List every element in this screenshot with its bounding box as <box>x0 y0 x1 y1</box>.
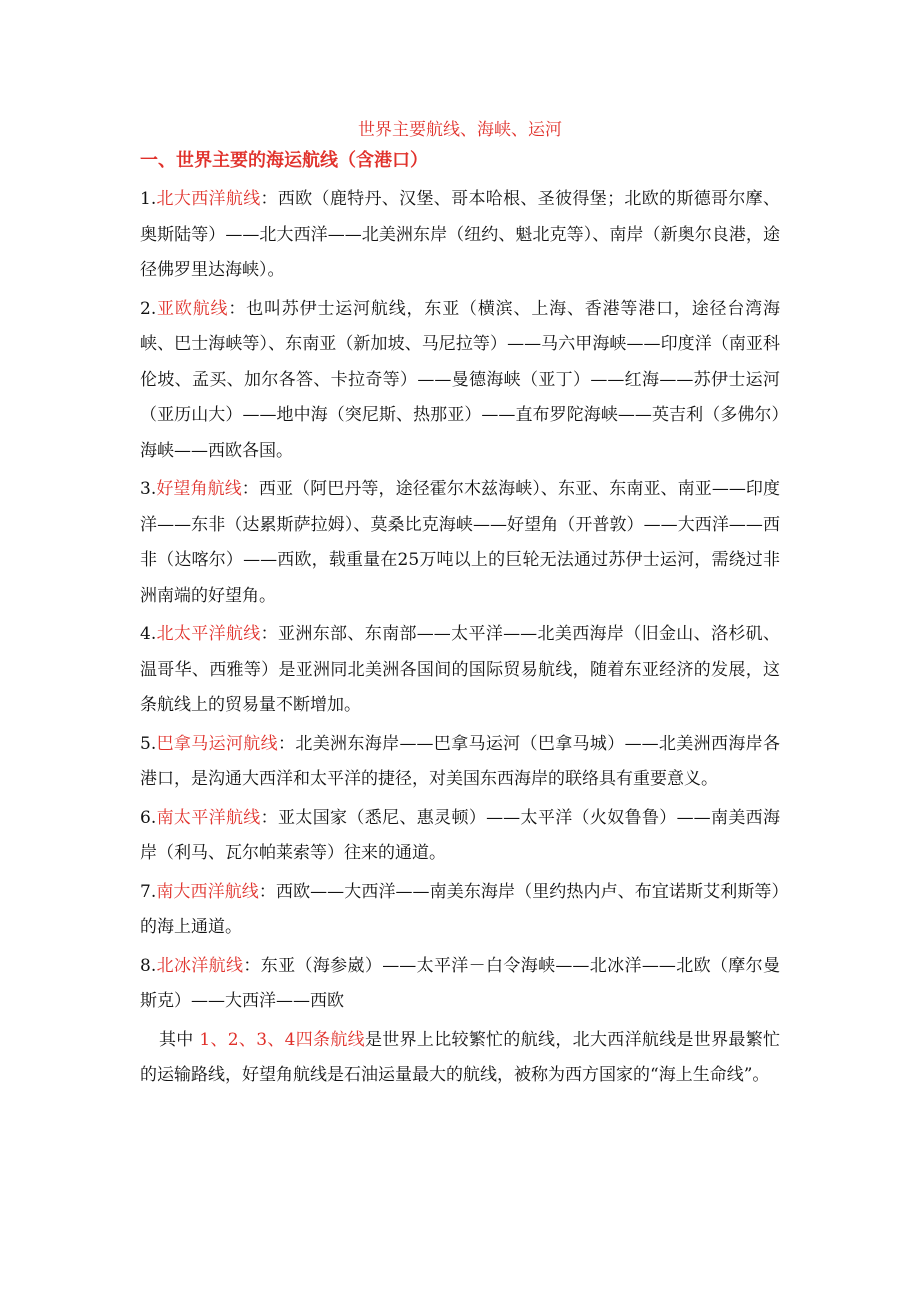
route-number: 2. <box>140 298 157 319</box>
route-item <box>140 949 780 1020</box>
route-name: 亚欧航线 <box>156 298 229 319</box>
route-item <box>140 472 780 614</box>
route-name: 好望角航线 <box>156 479 242 499</box>
route-description: ：西亚（阿巴丹等，途径霍尔木兹海峡）、东亚、东南亚、南亚——印度洋——东非（达累斯萨拉姆）、莫桑比克海峡——好望角（开普敦）——大西洋——西非（达喀尔）——西欧，载重量在25万吨以上的巨轮无法通过苏伊士运河，需绕过非洲南端的好望角。 <box>140 479 781 606</box>
route-item <box>140 801 780 872</box>
route-number: 6. <box>140 807 157 828</box>
route-name: 北太平洋航线 <box>156 624 261 644</box>
route-number: 7. <box>140 881 157 902</box>
route-item <box>140 182 780 289</box>
route-name: 巴拿马运河航线 <box>156 733 279 754</box>
route-item <box>140 617 780 724</box>
route-description: ：北美洲东海岸——巴拿马运河（巴拿马城）——北美洲西海岸各港口，是沟通大西洋和太平洋的捷径，对美国东西海岸的联络具有重要意义。 <box>140 733 781 789</box>
route-name: 南大西洋航线 <box>156 881 259 902</box>
route-number: 8. <box>140 955 157 976</box>
summary-paragraph <box>140 1023 780 1094</box>
route-item <box>140 875 780 946</box>
route-description: ：东亚（海参崴）——太平洋－白令海峡——北冰洋——北欧（摩尔曼斯克）——大西洋——西欧 <box>140 955 781 1011</box>
route-number: 5. <box>140 733 157 754</box>
route-description: ：西欧——大西洋——南美东海岸（里约热内卢、布宜诺斯艾利斯等）的海上通道。 <box>140 881 781 937</box>
route-item <box>140 292 780 470</box>
summary-prefix: 其中 <box>159 1029 194 1050</box>
route-description: ：也叫苏伊士运河航线，东亚（横滨、上海、香港等港口，途径台湾海峡、巴士海峡等）、东南亚（新加坡、马尼拉等）——马六甲海峡——印度洋（南亚科伦坡、孟买、加尔各答、卡拉奇等）——曼德海峡（亚丁）——红海——苏伊士运河（亚历山大）——地中海（突尼斯、热那亚）——直布罗陀海峡——英吉利（多佛尔）海峡——西欧各国。 <box>140 298 780 461</box>
route-number: 3. <box>140 479 157 499</box>
document-title: 世界主要航线、海峡、运河 <box>358 120 562 140</box>
route-name: 北大西洋航线 <box>156 189 261 209</box>
summary-highlight: 1、2、3、4四条航线 <box>199 1029 365 1050</box>
route-name: 北冰洋航线 <box>156 955 244 976</box>
route-description: ：亚太国家（悉尼、惠灵顿）——太平洋（火奴鲁鲁）——南美西海岸（利马、瓦尔帕莱索等）往来的通道。 <box>140 807 781 863</box>
section-heading: 一、世界主要的海运航线（含港口） <box>140 150 428 171</box>
document-page <box>140 118 780 1094</box>
route-number: 1. <box>140 189 157 209</box>
route-name: 南太平洋航线 <box>156 807 261 828</box>
route-item <box>140 727 780 798</box>
summary-text: 是世界上比较繁忙的航线，北大西洋航线是世界最繁忙的运输路线，好望角航线是石油运量最大的航线，被称为西方国家的“海上生命线”。 <box>140 1029 781 1085</box>
route-description: ：亚洲东部、东南部——太平洋——北美西海岸（旧金山、洛杉矶、温哥华、西雅等）是亚洲同北美洲各国间的国际贸易航线，随着东亚经济的发展，这条航线上的贸易量不断增加。 <box>140 624 781 715</box>
route-number: 4. <box>140 624 157 644</box>
route-description: ：西欧（鹿特丹、汉堡、哥本哈根、圣彼得堡；北欧的斯德哥尔摩、奥斯陆等）——北大西洋——北美洲东岸（纽约、魁北克等）、南岸（新奥尔良港，途径佛罗里达海峡）。 <box>140 189 781 280</box>
